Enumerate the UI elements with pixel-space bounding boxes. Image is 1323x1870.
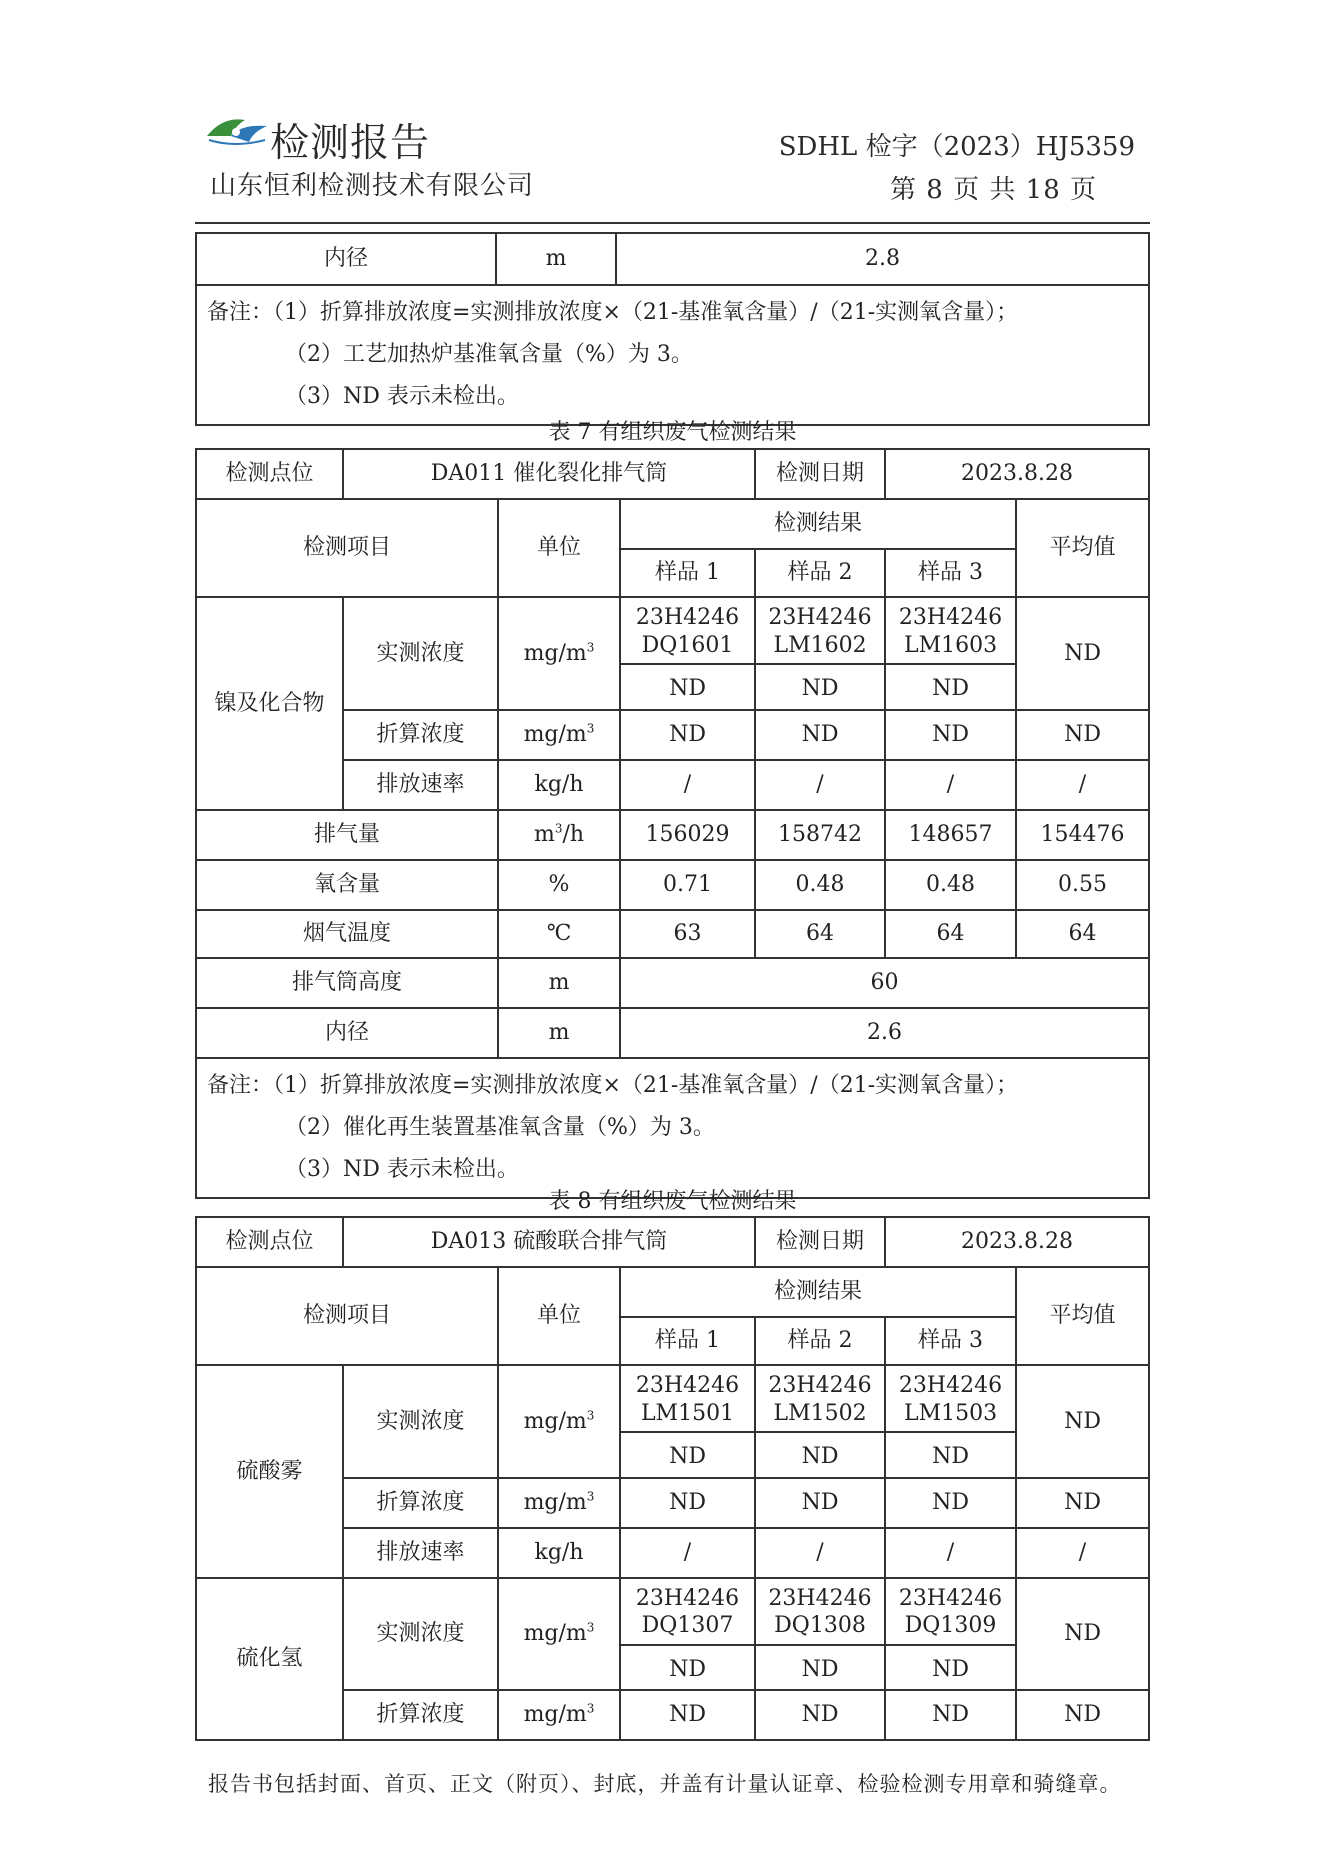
notes-cell — [196, 285, 1149, 425]
unit-cell: m — [498, 958, 620, 1008]
item-label: 内径 — [196, 1008, 498, 1058]
row-unit: m — [496, 233, 616, 285]
sample-cell — [755, 597, 885, 710]
average-cell: 64 — [1016, 910, 1149, 958]
site-label: 检测点位 — [196, 449, 343, 499]
notes-label: 备注： — [207, 1072, 274, 1098]
value-cell: 156029 — [620, 810, 755, 860]
table8 — [195, 1216, 1150, 1741]
sample-cell — [885, 1365, 1016, 1478]
note-line: （3）ND 表示未检出。 — [285, 384, 519, 409]
sample-id: 23H4246 DQ1309 — [886, 1579, 1015, 1646]
sample-id: 23H4246 DQ1307 — [621, 1579, 754, 1646]
sample-header: 样品 3 — [885, 1317, 1016, 1365]
table7 — [195, 448, 1150, 1199]
item-label: 实测浓度 — [343, 1578, 498, 1691]
average-cell: ND — [1016, 1690, 1149, 1740]
note-line: （3）ND 表示未检出。 — [285, 1156, 519, 1182]
value-cell: 158742 — [755, 810, 885, 860]
group-label: 硫酸雾 — [196, 1365, 343, 1578]
item-label: 氧含量 — [196, 860, 498, 910]
value-cell: 148657 — [885, 810, 1016, 860]
table-row — [196, 499, 1149, 549]
sample-value: ND — [669, 1656, 706, 1682]
item-label: 排气量 — [196, 810, 498, 860]
sample-id: 23H4246 LM1602 — [756, 598, 884, 665]
sample-value: ND — [932, 1444, 969, 1469]
header-result: 检测结果 — [620, 499, 1016, 549]
value-cell: ND — [620, 1478, 755, 1528]
table8-caption: 表 8 有组织废气检测结果 — [548, 1189, 797, 1214]
value-cell: ND — [885, 1478, 1016, 1528]
value-cell: 2.6 — [620, 1008, 1149, 1058]
item-label: 排气筒高度 — [196, 958, 498, 1008]
sample-value: ND — [801, 1444, 839, 1469]
sample-header: 样品 2 — [755, 549, 885, 597]
value-cell: ND — [885, 710, 1016, 760]
table-row — [196, 233, 1149, 285]
group-label: 镍及化合物 — [196, 597, 343, 810]
sample-value: ND — [801, 1656, 839, 1682]
note-line: （2）催化再生装置基准氧含量（%）为 3。 — [285, 1114, 715, 1140]
table-row — [196, 449, 1149, 499]
notes-cell — [196, 1058, 1149, 1198]
value-cell: / — [885, 1528, 1016, 1578]
unit-cell: kg/h — [498, 760, 620, 810]
value-cell: ND — [885, 1690, 1016, 1740]
value-cell: 0.48 — [755, 860, 885, 910]
value-cell: 64 — [885, 910, 1016, 958]
sample-id: 23H4246 DQ1601 — [621, 598, 754, 665]
unit-cell: $mg/m^3$ — [498, 1578, 620, 1691]
item-label: 实测浓度 — [343, 1365, 498, 1478]
value-cell: 60 — [620, 958, 1149, 1008]
average-cell: 0.55 — [1016, 860, 1149, 910]
sample-id: 23H4246 DQ1308 — [756, 1579, 884, 1646]
sample-cell — [885, 597, 1016, 710]
date-value: 2023.8.28 — [885, 449, 1149, 499]
value-cell: / — [620, 760, 755, 810]
table7-caption: 表 7 有组织废气检测结果 — [548, 420, 797, 445]
value-cell: ND — [755, 1478, 885, 1528]
row-value: 2.8 — [616, 233, 1149, 285]
sample-id: 23H4246 LM1503 — [886, 1366, 1015, 1433]
page-number: 第 8 页 共 18 页 — [890, 175, 1097, 205]
sample-header: 样品 1 — [620, 549, 755, 597]
average-cell: ND — [1016, 1578, 1149, 1691]
site-value: DA011 催化裂化排气筒 — [343, 449, 755, 499]
average-cell: 154476 — [1016, 810, 1149, 860]
sample-value: ND — [801, 676, 839, 701]
sample-value: ND — [932, 676, 969, 701]
unit-cell: ℃ — [498, 910, 620, 958]
unit-cell: $mg/m^3$ — [498, 710, 620, 760]
sample-id: 23H4246 LM1603 — [886, 598, 1015, 665]
sample-cell — [755, 1578, 885, 1691]
company-logo — [205, 114, 269, 150]
company-name: 山东恒利检测技术有限公司 — [210, 171, 535, 201]
sample-id: 23H4246 LM1502 — [756, 1366, 884, 1433]
notes-row — [196, 285, 1149, 425]
value-cell: 63 — [620, 910, 755, 958]
table-row — [196, 1267, 1149, 1317]
average-cell: / — [1016, 760, 1149, 810]
sample-cell — [620, 1578, 755, 1691]
sample-cell — [885, 1578, 1016, 1691]
table-row — [196, 860, 1149, 910]
sample-value: ND — [932, 1656, 969, 1682]
notes-label: 备注： — [207, 300, 274, 325]
header-average: 平均值 — [1016, 1267, 1149, 1365]
row-label: 内径 — [196, 233, 496, 285]
value-cell: 0.48 — [885, 860, 1016, 910]
unit-cell: $mg/m^3$ — [498, 1690, 620, 1740]
header-unit: 单位 — [498, 1267, 620, 1365]
group-label: 硫化氢 — [196, 1578, 343, 1741]
item-label: 折算浓度 — [343, 1478, 498, 1528]
average-cell: ND — [1016, 710, 1149, 760]
table-row — [196, 1008, 1149, 1058]
notes-row — [196, 1058, 1149, 1198]
sample-cell — [620, 1365, 755, 1478]
footer-note: 报告书包括封面、首页、正文（附页）、封底，并盖有计量认证章、检验检测专用章和骑缝章。 — [208, 1772, 1122, 1796]
table-row — [196, 910, 1149, 958]
table-row — [196, 958, 1149, 1008]
date-label: 检测日期 — [755, 1217, 885, 1267]
value-cell: / — [885, 760, 1016, 810]
unit-cell: kg/h — [498, 1528, 620, 1578]
table-row — [196, 597, 1149, 710]
value-cell: / — [755, 760, 885, 810]
header-item: 检测项目 — [196, 1267, 498, 1365]
value-cell: 0.71 — [620, 860, 755, 910]
report-number: SDHL 检字（2023）HJ5359 — [778, 132, 1135, 162]
sample-header: 样品 3 — [885, 549, 1016, 597]
note-line: （1）折算排放浓度=实测排放浓度×（21-基准氧含量）/（21-实测氧含量）； — [273, 300, 1019, 325]
header-result: 检测结果 — [620, 1267, 1016, 1317]
item-label: 排放速率 — [343, 760, 498, 810]
sample-value: ND — [669, 1444, 706, 1469]
item-label: 折算浓度 — [343, 710, 498, 760]
sample-header: 样品 2 — [755, 1317, 885, 1365]
value-cell: ND — [755, 710, 885, 760]
sample-cell — [755, 1365, 885, 1478]
table-continuation — [195, 232, 1150, 426]
value-cell: / — [755, 1528, 885, 1578]
item-label: 实测浓度 — [343, 597, 498, 710]
header-item: 检测项目 — [196, 499, 498, 597]
unit-cell: $m^3/h$ — [498, 810, 620, 860]
unit-cell: $mg/m^3$ — [498, 597, 620, 710]
unit-cell: % — [498, 860, 620, 910]
header-average: 平均值 — [1016, 499, 1149, 597]
table-row — [196, 1365, 1149, 1478]
item-label: 排放速率 — [343, 1528, 498, 1578]
average-cell: ND — [1016, 1478, 1149, 1528]
average-cell: ND — [1016, 597, 1149, 710]
average-cell: ND — [1016, 1365, 1149, 1478]
header-unit: 单位 — [498, 499, 620, 597]
unit-cell: m — [498, 1008, 620, 1058]
note-line: （1）折算排放浓度=实测排放浓度×（21-基准氧含量）/（21-实测氧含量）； — [273, 1072, 1019, 1098]
unit-cell: $mg/m^3$ — [498, 1478, 620, 1528]
value-cell: ND — [755, 1690, 885, 1740]
header-divider — [195, 222, 1150, 224]
table-row — [196, 1217, 1149, 1267]
item-label: 烟气温度 — [196, 910, 498, 958]
date-label: 检测日期 — [755, 449, 885, 499]
date-value: 2023.8.28 — [885, 1217, 1149, 1267]
item-label: 折算浓度 — [343, 1690, 498, 1740]
sample-header: 样品 1 — [620, 1317, 755, 1365]
value-cell: 64 — [755, 910, 885, 958]
unit-cell: $mg/m^3$ — [498, 1365, 620, 1478]
report-title: 检测报告 — [270, 121, 431, 166]
note-line: （2）工艺加热炉基准氧含量（%）为 3。 — [285, 342, 693, 367]
table-row — [196, 810, 1149, 860]
average-cell: / — [1016, 1528, 1149, 1578]
sample-value: ND — [669, 676, 706, 701]
sample-id: 23H4246 LM1501 — [621, 1366, 754, 1433]
value-cell: / — [620, 1528, 755, 1578]
value-cell: ND — [620, 1690, 755, 1740]
site-label: 检测点位 — [196, 1217, 343, 1267]
table-row — [196, 1578, 1149, 1691]
site-value: DA013 硫酸联合排气筒 — [343, 1217, 755, 1267]
sample-cell — [620, 597, 755, 710]
value-cell: ND — [620, 710, 755, 760]
